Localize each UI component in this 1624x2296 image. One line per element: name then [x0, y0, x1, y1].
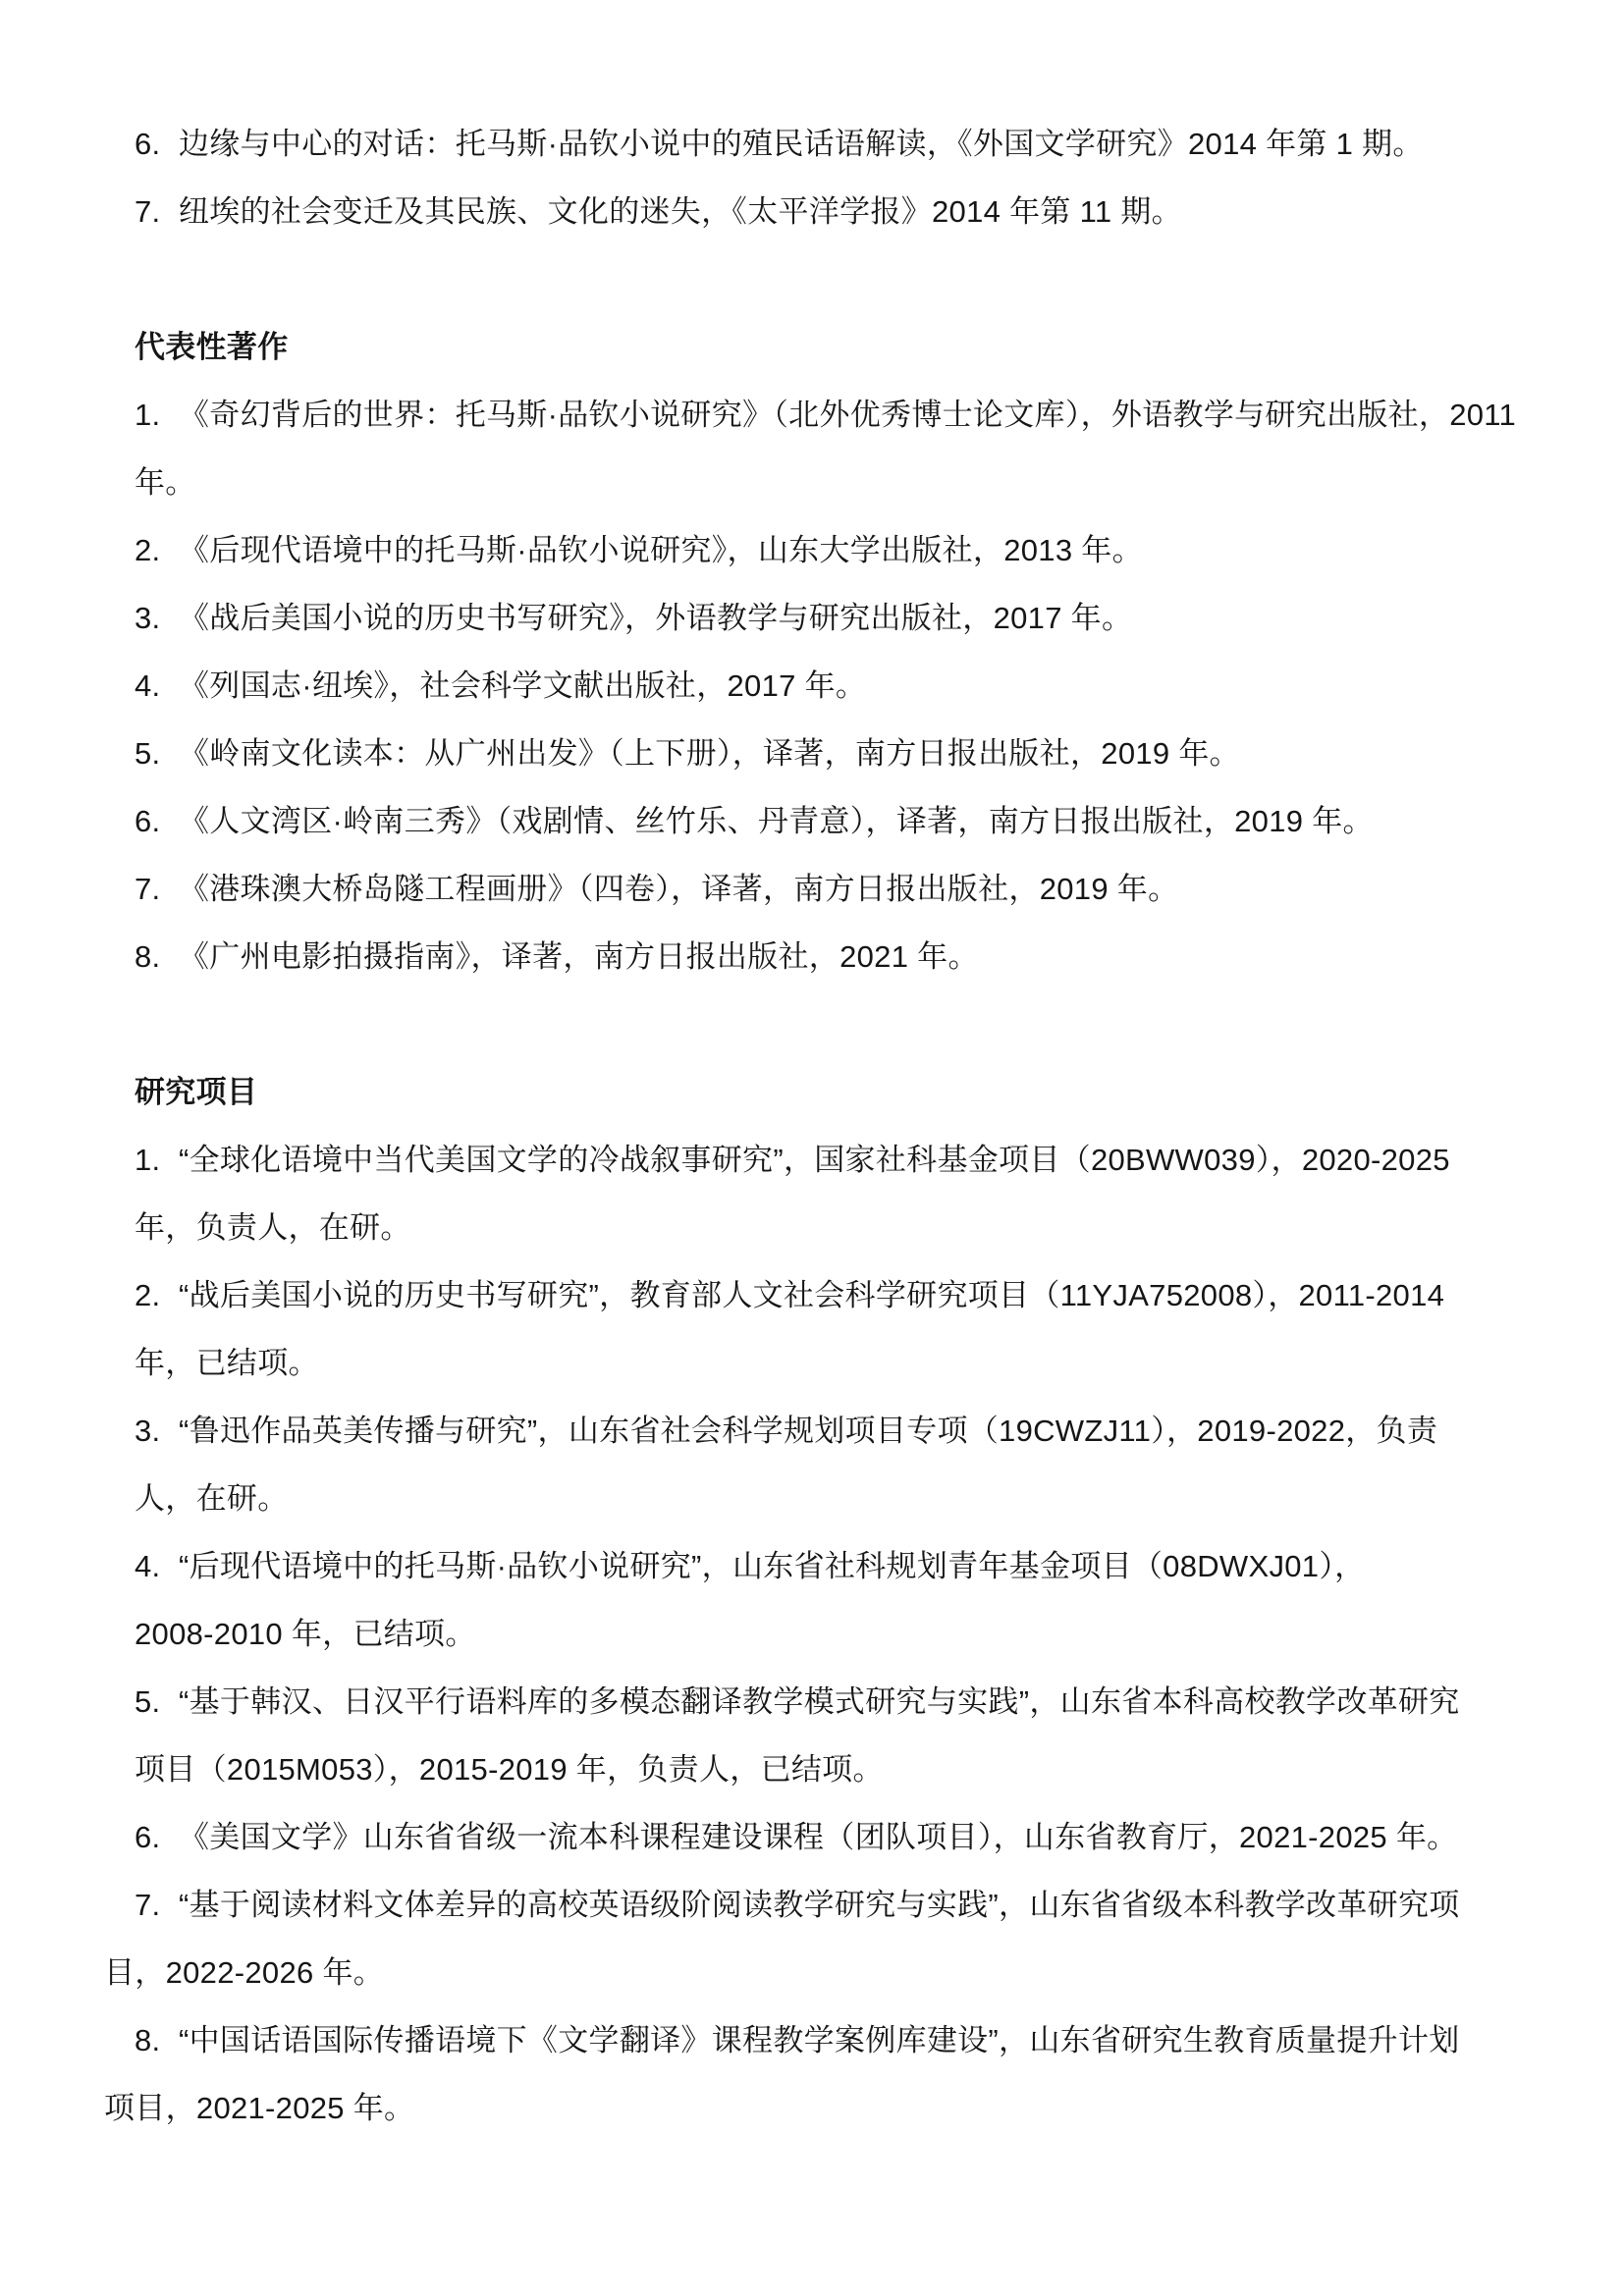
item-first-line: [104, 381, 1565, 449]
list-item: [104, 1871, 1565, 2006]
list-item: [104, 1397, 1565, 1532]
item-continuation-line: 年，负责人，在研。: [135, 1210, 411, 1245]
item-number: 2.: [135, 533, 161, 567]
list-item: [104, 1126, 1565, 1261]
item-text: “基于阅读材料文体差异的高校英语级阶阅读教学研究与实践”，山东省省级本科教学改革研究项: [179, 1888, 1460, 1922]
item-first-line: [104, 652, 1565, 720]
section-representative-works: [104, 313, 1565, 990]
item-first-line: [104, 855, 1565, 923]
list-item: [104, 855, 1565, 923]
item-first-line: [104, 787, 1565, 855]
item-text: 《奇幻背后的世界：托马斯·品钦小说研究》（北外优秀博士论文库），外语教学与研究出版社，2011: [179, 398, 1517, 432]
item-text: 《广州电影拍摄指南》，译著，南方日报出版社，2021 年。: [179, 939, 979, 974]
item-first-line: [104, 110, 1565, 178]
item-continuation-line: 年，已结项。: [135, 1346, 319, 1380]
list-item: [104, 1803, 1565, 1871]
cv-content: [104, 110, 1565, 2142]
item-text: 《列国志·纽埃》，社会科学文献出版社，2017 年。: [179, 668, 867, 703]
section-journal-papers-continued: [104, 110, 1565, 245]
item-continuation-line: 项目，2021-2025 年。: [104, 2091, 415, 2125]
item-text: 《战后美国小说的历史书写研究》，外语教学与研究出版社，2017 年。: [179, 601, 1133, 635]
item-text: 纽埃的社会变迁及其民族、文化的迷失，《太平洋学报》2014 年第 11 期。: [179, 194, 1182, 229]
list-item: [104, 652, 1565, 720]
list-item: [104, 516, 1565, 584]
section-heading: 研究项目: [135, 1075, 258, 1109]
item-number: 4.: [135, 1549, 161, 1583]
item-text: “中国话语国际传播语境下《文学翻译》课程教学案例库建设”，山东省研究生教育质量提升计划: [179, 2023, 1460, 2057]
item-number: 5.: [135, 1684, 161, 1719]
item-first-line: [104, 516, 1565, 584]
item-text: “后现代语境中的托马斯·品钦小说研究”，山东省社科规划青年基金项目（08DWXJ01），: [179, 1549, 1366, 1583]
item-first-line: [104, 1532, 1565, 1600]
list-item: [104, 787, 1565, 855]
item-continuation-line: 2008-2010 年，已结项。: [135, 1617, 476, 1651]
list-item: [104, 2006, 1565, 2142]
item-number: 2.: [135, 1278, 161, 1312]
item-number: 5.: [135, 736, 161, 771]
item-number: 7.: [135, 1888, 161, 1922]
item-first-line: [104, 178, 1565, 245]
item-first-line: [104, 1668, 1565, 1735]
item-text: 《后现代语境中的托马斯·品钦小说研究》，山东大学出版社，2013 年。: [179, 533, 1143, 567]
item-number: 3.: [135, 601, 161, 635]
list-item: [104, 110, 1565, 178]
item-text: 边缘与中心的对话：托马斯·品钦小说中的殖民话语解读，《外国文学研究》2014 年第 1 期。: [179, 127, 1424, 161]
list-item: [104, 584, 1565, 652]
list-item: [104, 1532, 1565, 1668]
item-number: 1.: [135, 1143, 161, 1177]
item-first-line: [104, 1261, 1565, 1329]
item-text: 《港珠澳大桥岛隧工程画册》（四卷），译著，南方日报出版社，2019 年。: [179, 872, 1179, 906]
item-number: 7.: [135, 872, 161, 906]
section-research-projects: [104, 1058, 1565, 2142]
list-item: [104, 923, 1565, 990]
item-number: 3.: [135, 1414, 161, 1448]
item-text: “基于韩汉、日汉平行语料库的多模态翻译教学模式研究与实践”，山东省本科高校教学改革研究: [179, 1684, 1460, 1719]
item-continuation-line: 目，2022-2026 年。: [104, 1955, 385, 1990]
item-first-line: [104, 1803, 1565, 1871]
item-number: 6.: [135, 1820, 161, 1854]
item-number: 8.: [135, 939, 161, 974]
item-first-line: [104, 720, 1565, 787]
list-item: [104, 381, 1565, 516]
item-number: 8.: [135, 2023, 161, 2057]
list-item: [104, 720, 1565, 787]
item-first-line: [104, 584, 1565, 652]
item-number: 4.: [135, 668, 161, 703]
list-item: [104, 1668, 1565, 1803]
item-first-line: [104, 1126, 1565, 1194]
item-number: 6.: [135, 127, 161, 161]
item-text: “鲁迅作品英美传播与研究”，山东省社会科学规划项目专项（19CWZJ11），2019-2022，负责: [179, 1414, 1438, 1448]
item-number: 1.: [135, 398, 161, 432]
item-text: 《美国文学》山东省省级一流本科课程建设课程（团队项目），山东省教育厅，2021-2025 年。: [179, 1820, 1458, 1854]
item-text: 《岭南文化读本：从广州出发》（上下册），译著，南方日报出版社，2019 年。: [179, 736, 1240, 771]
item-text: 《人文湾区·岭南三秀》（戏剧情、丝竹乐、丹青意），译著，南方日报出版社，2019 年。: [179, 804, 1374, 838]
item-first-line: [104, 1397, 1565, 1465]
item-number: 6.: [135, 804, 161, 838]
item-first-line: [104, 923, 1565, 990]
item-text: “战后美国小说的历史书写研究”，教育部人文社会科学研究项目（11YJA752008），2011-2014: [179, 1278, 1445, 1312]
item-continuation-line: 项目（2015M053），2015-2019 年，负责人，已结项。: [135, 1752, 884, 1787]
item-first-line: [104, 1871, 1565, 1939]
list-item: [104, 178, 1565, 245]
item-continuation-line: 人，在研。: [135, 1481, 289, 1516]
item-first-line: [104, 2006, 1565, 2074]
section-heading: 代表性著作: [135, 330, 289, 364]
item-continuation-line: 年。: [135, 465, 196, 500]
list-item: [104, 1261, 1565, 1397]
item-text: “全球化语境中当代美国文学的冷战叙事研究”，国家社科基金项目（20BWW039），2020-2025: [179, 1143, 1450, 1177]
item-number: 7.: [135, 194, 161, 229]
